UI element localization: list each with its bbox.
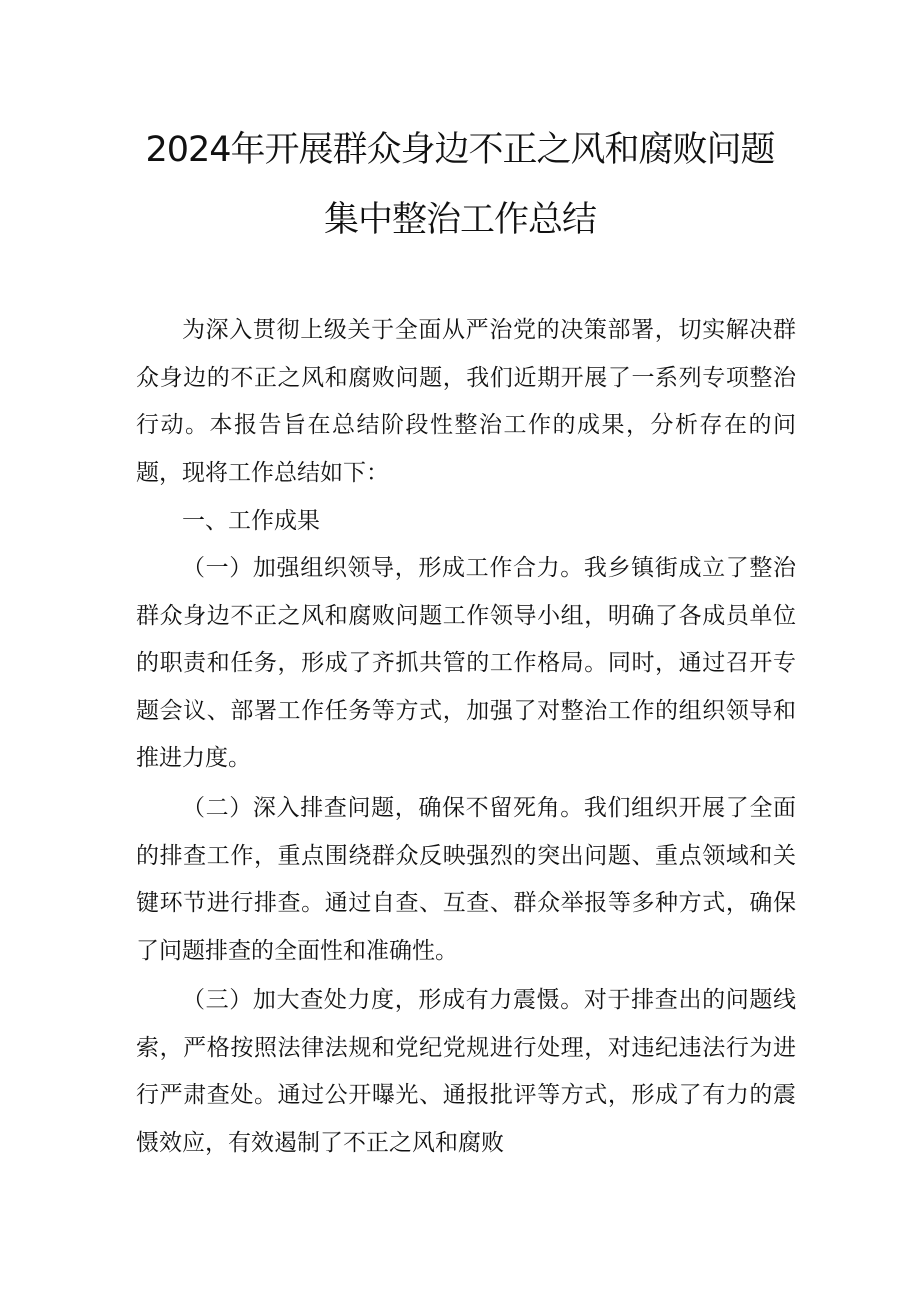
document-title-line-2: 集中整治工作总结 <box>323 200 596 240</box>
section-heading-text: 一、工作成果 <box>182 508 320 534</box>
paragraph-text: （一）加强组织领导，形成工作合力。我乡镇街成立了整治群众身边不正之风和腐败问题工作领导小组，明确了各成员单位的职责和任务，形成了齐抓共管的工作格局。同时，通过召开专题会议、部署工作任务等方式，加强了对整治工作的组织领导和推进力度。 <box>136 555 796 771</box>
intro-paragraph <box>136 307 796 497</box>
paragraph-text: （三）加大查处力度，形成有力震慑。对于排查出的问题线索，严格按照法律法规和党纪党规进行处理，对违纪违法行为进行严肃查处。通过公开曝光、通报批评等方式，形成了有力的震慑效应，有效遏制了不正之风和腐败 <box>136 987 796 1156</box>
paragraph-text: 为深入贯彻上级关于全面从严治党的决策部署，切实解决群众身边的不正之风和腐败问题，我们近期开展了一系列专项整治行动。本报告旨在总结阶段性整治工作的成果，分析存在的问题，现将工作总结如下： <box>136 317 796 486</box>
achievement-paragraph-3 <box>136 977 796 1167</box>
paragraph-text: （二）深入排查问题，确保不留死角。我们组织开展了全面的排查工作，重点围绕群众反映强烈的突出问题、重点领域和关键环节进行排查。通过自查、互查、群众举报等多种方式，确保了问题排查的全面性和准确性。 <box>136 795 796 964</box>
document-title-line-1: 2024年开展群众身边不正之风和腐败问题 <box>145 130 775 170</box>
achievement-paragraph-2 <box>136 785 796 975</box>
section-heading <box>136 498 796 546</box>
achievement-paragraph-1 <box>136 545 796 783</box>
